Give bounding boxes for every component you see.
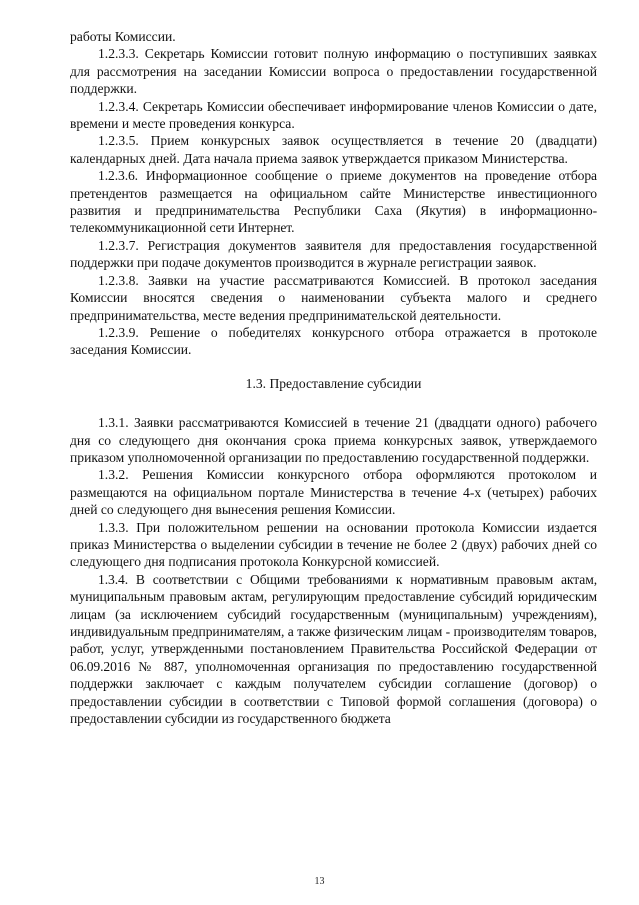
paragraph-1-2-3-8: 1.2.3.8. Заявки на участие рассматриваются Комиссией. В протокол заседания Комиссии вносятся сведения о наименовании субъекта малого и среднего предпринимательства, месте ведения предпринимательской деятельности. — [70, 272, 597, 323]
paragraph-1-2-3-6: 1.2.3.6. Информационное сообщение о приеме документов на проведение отбора претендентов размещается на официальном сайте Министерстве инвестиционного развития и предпринимательства Республики Саха (Якутия) в информационно-телекоммуникационной сети Интернет. — [70, 168, 597, 236]
paragraph-1-3-1: 1.3.1. Заявки рассматриваются Комиссией в течение 21 (двадцати одного) рабочего дня со следующего дня окончания срока приема конкурсных заявок, утверждаемого приказом уполномоченной организации по предоставлению государственной поддержки. — [70, 415, 597, 465]
paragraph-1-3-3: 1.3.3. При положительном решении на основании протокола Комиссии издается приказ Министерства о выделении субсидии в течение не более 2 (двух) рабочих дней со следующего дня подписания протокола Конкурсной комиссией. — [70, 519, 597, 570]
paragraph-1-2-3-3: 1.2.3.3. Секретарь Комиссии готовит полную информацию о поступивших заявках для рассмотрения на заседании Комиссии вопроса о предоставлении государственной поддержки. — [70, 46, 597, 97]
paragraph-1-2-3-9: 1.2.3.9. Решение о победителях конкурсного отбора отражается в протоколе заседания Комиссии. — [70, 324, 597, 358]
paragraph-1-2-3-5: 1.2.3.5. Прием конкурсных заявок осуществляется в течение 20 (двадцати) календарных дней. Дата начала приема заявок утверждается приказом Министерства. — [70, 133, 597, 166]
document-page — [70, 28, 597, 727]
page-number: 13 — [314, 876, 325, 887]
paragraph-1-3-4: 1.3.4. В соответствии с Общими требованиями к нормативным правовым актам, муниципальным правовым актам, регулирующим предоставление субсидий юридическим лицам (за исключением субсидий государственным (муниципальным) учреждениям), индивидуальным предпринимателям, а также физическим лицам - производителям товаров, работ, услуг, утвержденными постановлением Правительства Российской Федерации от 06.09.2016 № 887, уполномоченная организация по предоставлению государственной поддержки заключает с каждым получателем субсидии соглашение (договор) о предоставлении субсидии в соответствии с Типовой формой соглашения (договора) о предоставлении субсидии из государственного бюджета — [70, 571, 597, 727]
section-heading: 1.3. Предоставление субсидии — [245, 375, 422, 391]
paragraph-1-3-2: 1.3.2. Решения Комиссии конкурсного отбора оформляются протоколом и размещаются на официальном портале Министерства в течение 4-х (четырех) рабочих дней со следующего дня вынесения решения Комиссии. — [70, 467, 597, 518]
paragraph-1-2-3-7: 1.2.3.7. Регистрация документов заявителя для предоставления государственной поддержки при подаче документов производится в журнале регистрации заявок. — [70, 237, 597, 271]
paragraph-continuation: работы Комиссии. — [70, 29, 176, 44]
paragraph-1-2-3-4: 1.2.3.4. Секретарь Комиссии обеспечивает информирование членов Комиссии о дате, времени и месте проведения конкурса. — [70, 98, 597, 132]
